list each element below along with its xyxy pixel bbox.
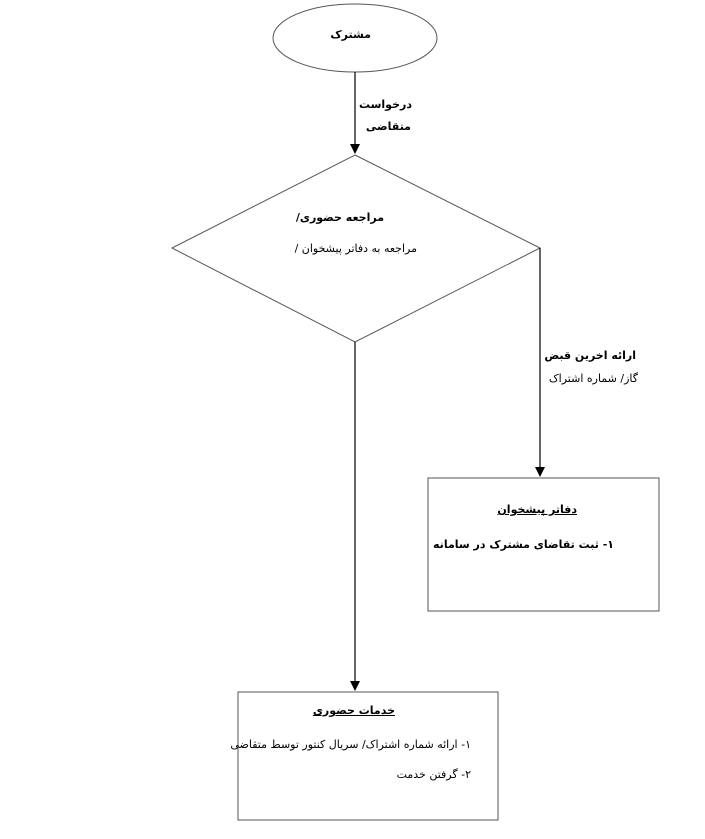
inperson-title: خدمات حضوری bbox=[312, 704, 395, 717]
decision-label-line2: مراجعه به دفاتر پیشخوان / bbox=[294, 242, 417, 255]
request-label-line1: درخواست bbox=[358, 98, 412, 111]
request-label-line2: متقاضی bbox=[365, 120, 411, 133]
customer-label: مشترک bbox=[330, 28, 371, 41]
decision-label-line1: مراجعه حضوری/ bbox=[295, 211, 384, 224]
inperson-item-1: ۱- ارائه شماره اشتراک/ سریال کنتور توسط متقاضی bbox=[230, 738, 471, 751]
pishkhan-item-1: ۱- ثبت تقاضای مشترک در سامانه bbox=[433, 538, 614, 551]
inperson-item-2: ۲- گرفتن خدمت bbox=[396, 768, 471, 781]
pishkhan-title: دفاتر پیشخوان bbox=[497, 503, 577, 516]
receipt-label-line1: ارائه اخرین قبض bbox=[544, 349, 636, 362]
receipt-label-line2: گاز/ شماره اشتراک bbox=[548, 372, 638, 385]
